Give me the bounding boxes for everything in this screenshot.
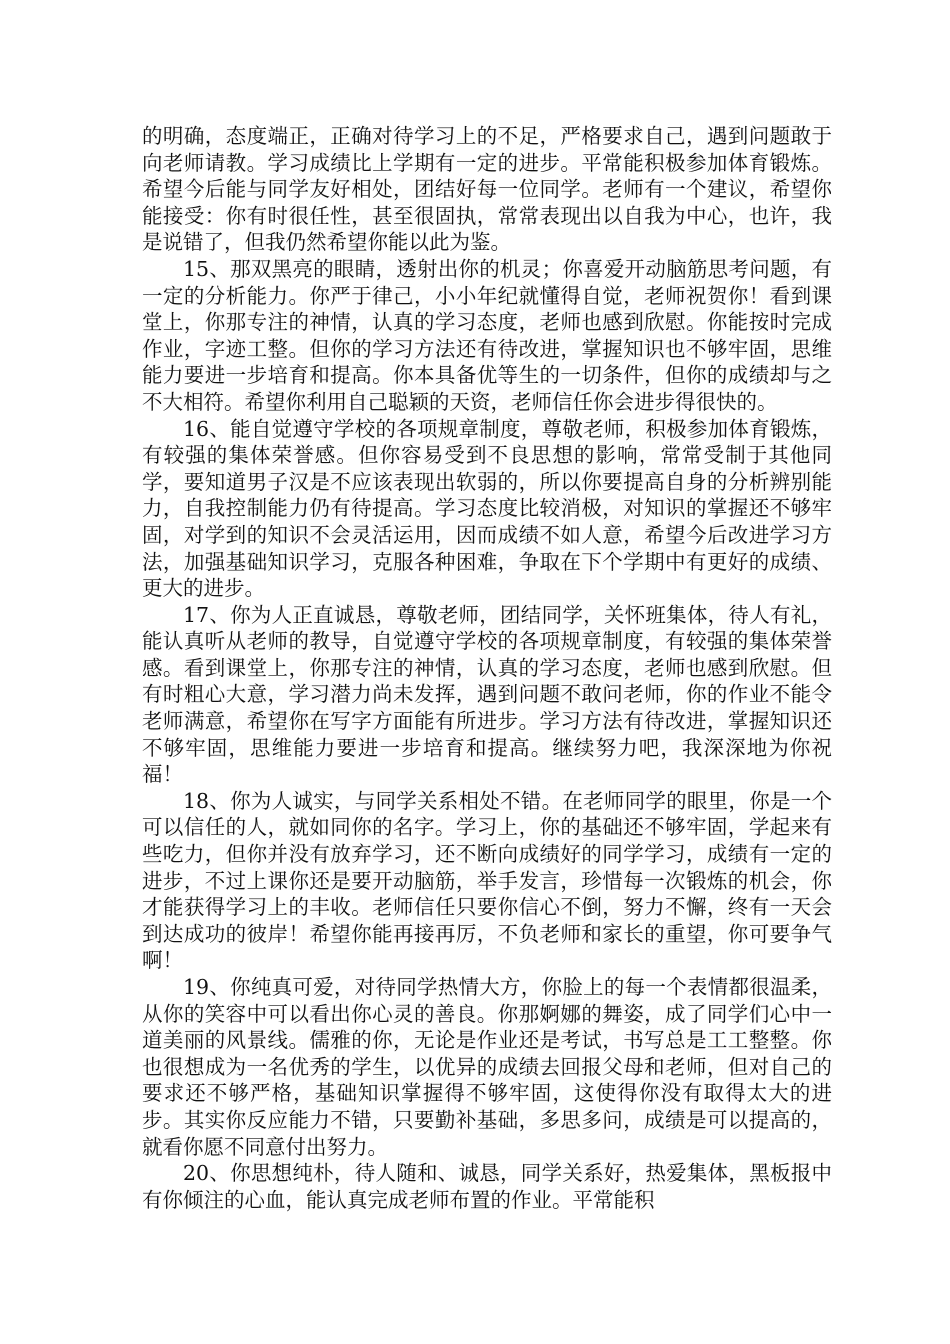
paragraph-comment-15: 15、那双黑亮的眼睛，透射出你的机灵；你喜爱开动脑筋思考问题，有一定的分析能力。你严于律己，小小年纪就懂得自觉，老师祝贺你！看到课堂上，你那专注的神情，认真的学习态度，老师也感到欣慰。你能按时完成作业，字迹工整。但你的学习方法还有待改进，掌握知识也不够牢固，思维能力要进一步培育和提高。你本具备优等生的一切条件，但你的成绩却与之不大相符。希望你利用自己聪颖的天资，老师信任你会进步得很快的。 [142, 256, 832, 414]
paragraph-comment-17: 17、你为人正直诚恳，尊敬老师，团结同学，关怀班集体，待人有礼，能认真听从老师的教导，自觉遵守学校的各项规章制度，有较强的集体荣誉感。看到课堂上，你那专注的神情，认真的学习态度，老师也感到欣慰。但有时粗心大意，学习潜力尚未发挥，遇到问题不敢问老师，你的作业不能令老师满意，希望你在写字方面能有所进步。学习方法有待改进，掌握知识还不够牢固，思维能力要进一步培育和提高。继续努力吧，我深深地为你祝福！ [142, 602, 832, 787]
paragraph-continuation: 的明确，态度端正，正确对待学习上的不足，严格要求自己，遇到问题敢于向老师请教。学习成绩比上学期有一定的进步。平常能积极参加体育锻炼。希望今后能与同学友好相处，团结好每一位同学。老师有一个建议，希望你能接受：你有时很任性，甚至很固执，常常表现出以自我为中心，也许，我是说错了，但我仍然希望你能以此为鉴。 [142, 124, 832, 255]
document-body [142, 123, 832, 1213]
paragraph-comment-20: 20、你思想纯朴，待人随和、诚恳，同学关系好，热爱集体，黑板报中有你倾注的心血，能认真完成老师布置的作业。平常能积 [142, 1161, 832, 1212]
paragraph-comment-16: 16、能自觉遵守学校的各项规章制度，尊敬老师，积极参加体育锻炼，有较强的集体荣誉感。但你容易受到不良思想的影响，常常受制于其他同学，要知道男子汉是不应该表现出软弱的，所以你要提高自身的分析辨别能力，自我控制能力仍有待提高。学习态度比较消极，对知识的掌握还不够牢固，对学到的知识不会灵活运用，因而成绩不如人意，希望今后改进学习方法，加强基础知识学习，克服各种困难，争取在下个学期中有更好的成绩、更大的进步。 [142, 416, 832, 601]
paragraph-comment-19: 19、你纯真可爱，对待同学热情大方，你脸上的每一个表情都很温柔，从你的笑容中可以看出你心灵的善良。你那婀娜的舞姿，成了同学们心中一道美丽的风景线。儒雅的你，无论是作业还是考试，书写总是工工整整。你也很想成为一名优秀的学生，以优异的成绩去回报父母和老师，但对自己的要求还不够严格，基础知识掌握得不够牢固，这使得你没有取得太大的进步。其实你反应能力不错，只要勤补基础，多思多问，成绩是可以提高的，就看你愿不同意付出努力。 [142, 975, 832, 1159]
paragraph-comment-18: 18、你为人诚实，与同学关系相处不错。在老师同学的眼里，你是一个可以信任的人，就如同你的名字。学习上，你的基础还不够牢固，学起来有些吃力，但你并没有放弃学习，还不断向成绩好的同学学习，成绩有一定的进步，不过上课你还是要开动脑筋，举手发言，珍惜每一次锻炼的机会，你才能获得学习上的丰收。老师信任只要你信心不倒，努力不懈，终有一天会到达成功的彼岸！希望你能再接再厉，不负老师和家长的重望，你可要争气啊！ [142, 788, 832, 973]
